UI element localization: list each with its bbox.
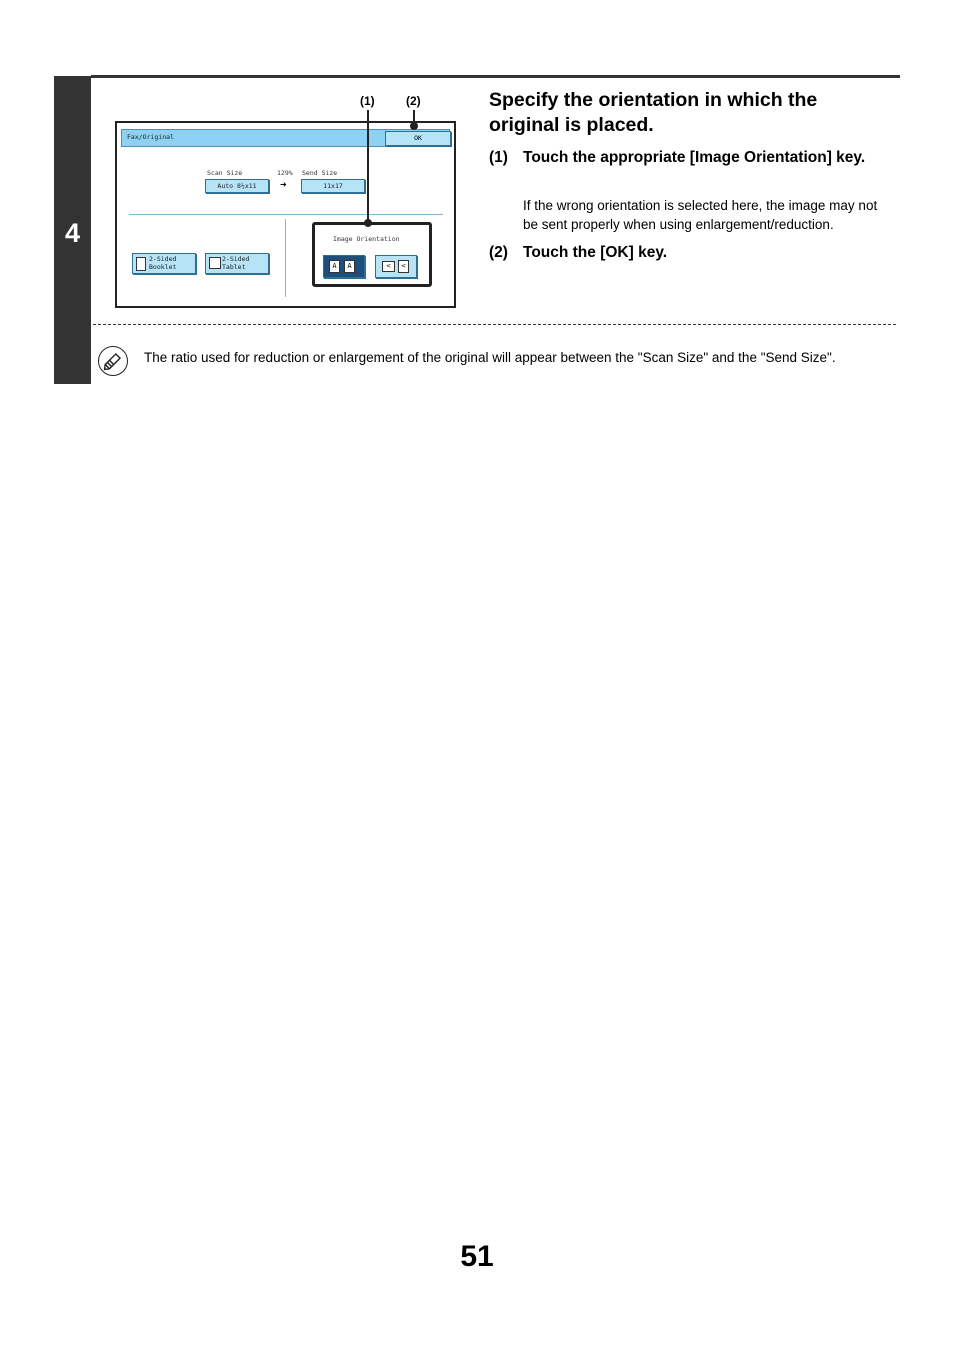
step-1 [489,147,889,193]
orientation-sideways-button[interactable] [375,255,417,278]
tablet-label-line2: Tablet [222,263,246,271]
scan-size-button[interactable]: Auto 8½x11 [205,179,269,193]
divider-vertical [285,219,286,297]
step-number: 4 [64,218,81,248]
landscape-a-icon: < [382,261,395,272]
arrow-right-icon: ➜ [280,180,287,189]
send-size-button[interactable]: 11x17 [301,179,365,193]
image-orientation-panel [312,222,432,287]
tablet-icon [209,257,221,269]
send-size-label: Send Size [302,169,338,177]
dashed-divider [93,324,896,325]
step-1-number: (1) [489,149,508,166]
orientation-upright-button[interactable] [323,255,365,278]
callout-2: (2) [406,94,421,108]
portrait-a-icon: A [329,260,340,273]
callout-1-leader [367,110,369,224]
step-2-text: Touch the [OK] key. [523,244,668,261]
landscape-a-icon-2: < [398,260,409,273]
two-sided-tablet-button[interactable] [205,253,269,274]
callout-2-dot [410,122,418,130]
step-1-body: If the wrong orientation is selected here, the image may not be sent properly when using enlargement/reduction. [523,198,878,232]
step-2-number: (2) [489,244,508,261]
callout-1-dot [364,219,372,227]
step-1-text: Touch the appropriate [Image Orientation] key. [523,149,866,166]
fax-original-screen [115,121,456,308]
booklet-label-line2: Booklet [149,263,177,271]
page-number: 51 [460,1240,494,1273]
step-2 [489,242,889,264]
step-heading: Specify the orientation in which the original is placed. [489,89,818,136]
booklet-label-line1: 2-Sided [149,255,177,263]
pencil-note-icon [98,346,128,376]
portrait-a-icon-2: A [344,260,355,273]
divider [129,214,443,215]
image-orientation-label: Image Orientation [333,235,400,243]
callout-1: (1) [360,94,375,108]
ok-button[interactable]: OK [385,131,451,146]
screen-title: Fax/Original [127,133,174,141]
two-sided-booklet-button[interactable] [132,253,196,274]
booklet-icon [136,257,146,271]
scan-size-label: Scan Size [207,169,243,177]
note-text: The ratio used for reduction or enlargement of the original will appear between the "Scan Size" and the "Send Size". [144,350,836,365]
top-rule [91,75,900,78]
tablet-label-line1: 2-Sided [222,255,250,263]
ratio-label: 129% [277,169,293,177]
